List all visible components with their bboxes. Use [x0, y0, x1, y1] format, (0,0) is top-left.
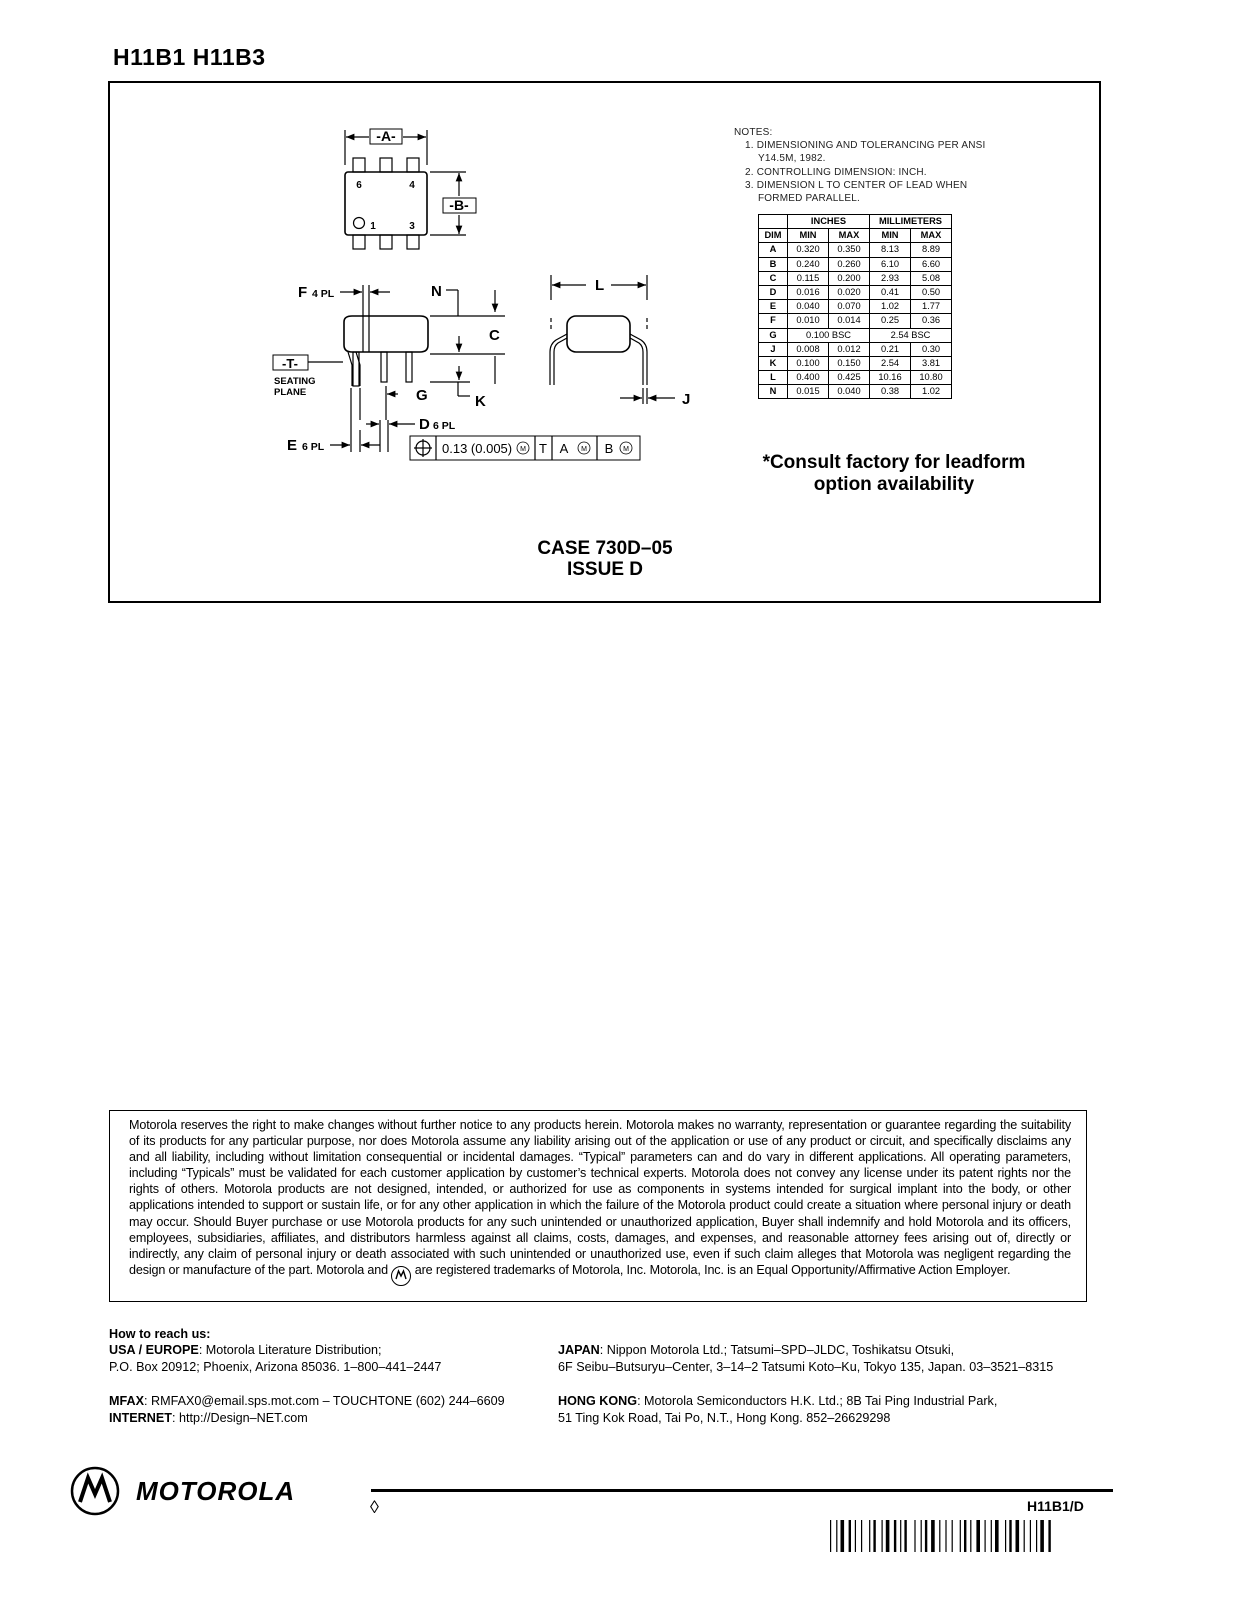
- lozenge-glyph: ◊: [370, 1497, 379, 1517]
- pin-3-label: 3: [409, 221, 415, 232]
- table-cell-dim: F: [759, 314, 788, 328]
- table-cell: 2.54: [870, 356, 911, 370]
- table-cell: 0.200: [829, 271, 870, 285]
- package-drawing: [0, 0, 1237, 620]
- dim-f-label: F: [298, 284, 308, 301]
- table-row: [759, 314, 952, 328]
- table-header-min: MIN: [788, 229, 829, 243]
- table-cell: 0.010: [788, 314, 829, 328]
- table-row: [759, 243, 952, 257]
- contact-label: USA / EUROPE: [109, 1343, 199, 1357]
- pin-6-label: 6: [356, 180, 362, 191]
- table-cell: 0.008: [788, 342, 829, 356]
- contact-label: HONG KONG: [558, 1394, 638, 1408]
- motorola-logo-icon: [391, 1266, 411, 1286]
- datum-t-label: -T-: [282, 356, 298, 371]
- tolerance-datum-a: A: [559, 441, 569, 456]
- dim-k-label: K: [475, 393, 486, 410]
- table-cell: 8.13: [870, 243, 911, 257]
- table-cell: 10.80: [911, 371, 952, 385]
- dim-n-label: N: [431, 283, 442, 300]
- dim-d-pl: 6 PL: [433, 420, 456, 432]
- table-cell: 0.015: [788, 385, 829, 399]
- note-1: 1. DIMENSIONING AND TOLERANCING PER ANSI: [745, 140, 986, 152]
- dim-f-pl: 4 PL: [312, 288, 335, 300]
- datum-a-label: -A-: [376, 128, 396, 144]
- package-notes: [734, 126, 985, 205]
- table-row: [759, 371, 952, 385]
- contact-hong-kong: HONG KONG: Motorola Semiconductors H.K. Ltd.; 8B Tai Ping Industrial Park, 51 Ting Kok Road, Tai Po, N.T., Hong Kong. 852–26629298: [558, 1394, 998, 1425]
- table-cell: 0.240: [788, 257, 829, 271]
- logo-wordmark: MOTOROLA: [136, 1476, 296, 1506]
- table-cell: 1.02: [911, 385, 952, 399]
- dim-g-label: G: [416, 387, 428, 404]
- tolerance-datum-b: B: [604, 441, 614, 456]
- table-cell: 0.100 BSC: [788, 328, 870, 342]
- table-row: [759, 300, 952, 314]
- table-cell-dim: K: [759, 356, 788, 370]
- table-cell: 0.50: [911, 285, 952, 299]
- pin-4-label: 4: [409, 180, 415, 191]
- dim-c-label: C: [489, 327, 500, 344]
- table-cell-dim: G: [759, 328, 788, 342]
- internet-link[interactable]: : http://Design–NET.com: [171, 1410, 308, 1425]
- consult-line-1: *Consult factory for leadform: [762, 452, 1026, 473]
- table-row: [759, 342, 952, 356]
- table-row: [759, 257, 952, 271]
- consult-line-2: option availability: [813, 474, 975, 495]
- table-header-dim: DIM: [759, 229, 788, 243]
- table-cell: 0.020: [829, 285, 870, 299]
- table-cell: 2.93: [870, 271, 911, 285]
- table-cell: 2.54 BSC: [870, 328, 952, 342]
- table-cell: 0.016: [788, 285, 829, 299]
- barcode-icon: [830, 1520, 1090, 1557]
- disclaimer-main: Motorola reserves the right to make changes without further notice to any products herein. Motorola makes no warranty, representation or guarantee regarding the suitability of its products for any particular purpose, nor does Motorola assume any liability arising out of the application or use of any product or circuit, and specifically disclaims any and all liability, including without limitation consequential or incidental damages. “Typical” parameters can and do vary in different applications. All operating parameters, including “Typicals” must be validated for each customer application by customer’s technical experts. Motorola does not convey any license under its patent rights nor the rights of others. Motorola products are not designed, intended, or authorized for use as components in systems intended for surgical implant into the body, or other applications intended to support or sustain life, or for any other application in which the failure of the Motorola product could create a situation where personal injury or death may occur. Should Buyer purchase or use Motorola products for any such unintended or unauthorized application, Buyer shall indemnify and hold Motorola and its officers, employees, subsidiaries, affiliates, and distributors harmless against all claims, costs, damages, and expenses, and reasonable attorney fees arising out of, directly or indirectly, any claim of personal injury or death associated with such unintended or unauthorized use, even if such claim alleges that Motorola was negligent regarding the design or manufacture of the part.: [129, 1118, 1071, 1277]
- table-cell: 0.400: [788, 371, 829, 385]
- table-row: [759, 328, 952, 342]
- notes-heading: NOTES:: [734, 127, 773, 138]
- case-number: CASE 730D–05: [537, 538, 673, 559]
- contacts-title: How to reach us:: [109, 1327, 211, 1341]
- disclaimer-tm-post: are registered trademarks of Motorola, Inc. Motorola, Inc. is an Equal Opportunity/Affirmative Action Employer.: [414, 1262, 1011, 1277]
- table-cell: 6.10: [870, 257, 911, 271]
- plane-label: PLANE: [274, 387, 307, 398]
- table-cell: 1.02: [870, 300, 911, 314]
- table-header-max: MAX: [911, 229, 952, 243]
- motorola-logo: [70, 1466, 330, 1521]
- disclaimer-tm-pre: Motorola and: [316, 1262, 388, 1277]
- tolerance-datum-t: T: [539, 441, 547, 456]
- table-cell: 0.41: [870, 285, 911, 299]
- table-cell: 0.070: [829, 300, 870, 314]
- case-info: [505, 538, 705, 580]
- table-group-mm: MILLIMETERS: [870, 215, 952, 229]
- table-cell: 0.25: [870, 314, 911, 328]
- consult-factory-note: [744, 452, 1044, 496]
- table-group-inches: INCHES: [788, 215, 870, 229]
- table-cell-dim: J: [759, 342, 788, 356]
- contact-mfax-internet: MFAX: RMFAX0@email.sps.mot.com – TOUCHTONE (602) 244–6609 INTERNET: http://Design–NET.com: [109, 1394, 505, 1425]
- table-cell: 5.08: [911, 271, 952, 285]
- table-cell: 0.040: [829, 385, 870, 399]
- dim-j-label: J: [682, 391, 691, 408]
- table-cell-dim: C: [759, 271, 788, 285]
- table-cell: 1.77: [911, 300, 952, 314]
- dimension-table: [758, 214, 952, 399]
- table-cell: 0.350: [829, 243, 870, 257]
- table-cell: 0.21: [870, 342, 911, 356]
- table-cell: 6.60: [911, 257, 952, 271]
- table-row: [759, 271, 952, 285]
- table-cell: 10.16: [870, 371, 911, 385]
- pin-1-label: 1: [370, 221, 376, 232]
- page-title: H11B1 H11B3: [113, 44, 266, 70]
- table-cell-dim: B: [759, 257, 788, 271]
- table-cell: 8.89: [911, 243, 952, 257]
- datum-b-label: -B-: [449, 197, 469, 213]
- table-cell-dim: A: [759, 243, 788, 257]
- table-cell: 0.040: [788, 300, 829, 314]
- contact-label: JAPAN: [558, 1343, 600, 1357]
- mmc-symbol: M: [581, 446, 587, 453]
- table-cell: 0.014: [829, 314, 870, 328]
- table-cell-dim: D: [759, 285, 788, 299]
- table-cell: 0.012: [829, 342, 870, 356]
- table-cell: 3.81: [911, 356, 952, 370]
- table-cell: 0.425: [829, 371, 870, 385]
- dim-l-label: L: [595, 277, 605, 294]
- table-row: [759, 385, 952, 399]
- table-cell: 0.36: [911, 314, 952, 328]
- case-issue: ISSUE D: [566, 559, 644, 580]
- table-cell-dim: E: [759, 300, 788, 314]
- table-header-min: MIN: [870, 229, 911, 243]
- document-number: H11B1/D: [1027, 1498, 1084, 1514]
- disclaimer-text: [129, 1117, 1071, 1286]
- table-cell: 0.320: [788, 243, 829, 257]
- contact-usa-europe: USA / EUROPE: Motorola Literature Distribution; P.O. Box 20912; Phoenix, Arizona 85036. 1–800–441–2447: [109, 1343, 442, 1374]
- table-row: [759, 356, 952, 370]
- dim-d-label: D: [419, 416, 430, 433]
- table-cell: 0.150: [829, 356, 870, 370]
- contact-label: MFAX: [109, 1394, 144, 1408]
- table-cell-dim: L: [759, 371, 788, 385]
- contact-label: INTERNET: [109, 1410, 172, 1425]
- table-header-max: MAX: [829, 229, 870, 243]
- dim-e-pl: 6 PL: [302, 441, 325, 453]
- table-cell-dim: N: [759, 385, 788, 399]
- table-cell: 0.115: [788, 271, 829, 285]
- tolerance-value: 0.13 (0.005): [442, 441, 513, 456]
- table-cell: 0.38: [870, 385, 911, 399]
- footer-rule: [371, 1489, 1113, 1492]
- contact-japan: JAPAN: Nippon Motorola Ltd.; Tatsumi–SPD–JLDC, Toshikatsu Otsuki, 6F Seibu–Butsuryu–Center, 3–14–2 Tatsumi Koto–Ku, Tokyo 135, Japan. 03–3521–8315: [558, 1343, 1054, 1374]
- table-cell: 0.100: [788, 356, 829, 370]
- mmc-symbol: M: [520, 446, 526, 453]
- seating-label: SEATING: [274, 376, 316, 387]
- note-1-cont: Y14.5M, 1982.: [758, 153, 826, 165]
- table-row: [759, 285, 952, 299]
- note-2: 2. CONTROLLING DIMENSION: INCH.: [745, 166, 927, 178]
- note-3: 3. DIMENSION L TO CENTER OF LEAD WHEN: [745, 179, 968, 191]
- mmc-symbol: M: [623, 446, 629, 453]
- dim-e-label: E: [287, 437, 298, 454]
- note-3-cont: FORMED PARALLEL.: [758, 193, 860, 205]
- table-cell: 0.30: [911, 342, 952, 356]
- table-cell: 0.260: [829, 257, 870, 271]
